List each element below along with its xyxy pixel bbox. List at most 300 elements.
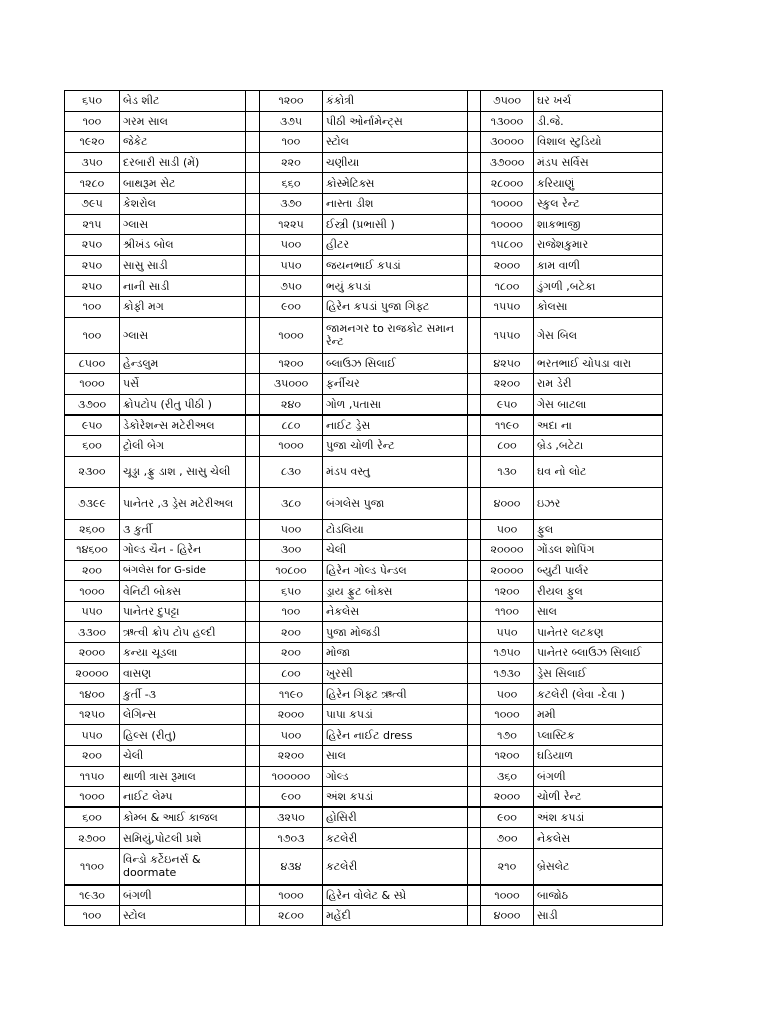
amount-cell: ૬૦૦	[65, 807, 120, 828]
item-cell: અદા ના	[534, 415, 663, 436]
table-row	[65, 828, 663, 849]
item-cell: કેશરોલ	[120, 193, 246, 214]
amount-cell: ૬૦૦	[65, 435, 120, 456]
amount-cell: ૨૦૦	[65, 560, 120, 581]
item-cell: સાલ	[323, 746, 468, 767]
table-row	[65, 601, 663, 622]
item-cell: મંડપ વસ્તુ	[323, 456, 468, 487]
table-row	[65, 394, 663, 415]
column-gap	[468, 828, 475, 849]
column-gap	[468, 487, 475, 519]
column-gap	[468, 704, 475, 725]
amount-cell: ૧૧૦૦	[65, 849, 120, 885]
amount-cell: ૩૫૦	[65, 152, 120, 173]
table-row	[65, 152, 663, 173]
item-cell: નેકલેસ	[534, 828, 663, 849]
item-cell: સ્ટોલ	[120, 905, 246, 926]
item-cell: થાળી ત્રાસ રૂમાલ	[120, 766, 246, 787]
column-gap	[468, 787, 475, 808]
column-gap	[468, 415, 475, 436]
amount-cell: ૧૫૮૦૦	[481, 235, 534, 256]
amount-cell: ૧૦૦૦	[481, 885, 534, 906]
column-gap	[468, 746, 475, 767]
item-cell: કન્યા ચૂડલા	[120, 643, 246, 664]
amount-cell: ૨૫૦	[65, 235, 120, 256]
item-cell: સાસુ સાડી	[120, 255, 246, 276]
column-gap	[468, 540, 475, 561]
table-row	[65, 456, 663, 487]
item-cell: મહેંદી	[323, 905, 468, 926]
amount-cell: ૧૯૩૦	[65, 885, 120, 906]
table-row	[65, 374, 663, 395]
column-gap	[468, 560, 475, 581]
column-gap	[468, 91, 475, 112]
table-row	[65, 885, 663, 906]
item-cell: કોફી મગ	[120, 296, 246, 317]
table-row	[65, 487, 663, 519]
column-gap	[246, 581, 254, 602]
table-row	[65, 353, 663, 374]
amount-cell: ૧૮૦૦	[481, 276, 534, 297]
amount-cell: ૩૭૦	[260, 193, 323, 214]
amount-cell: ૫૫૦	[260, 255, 323, 276]
amount-cell: ૧૦૦૦	[65, 787, 120, 808]
item-cell: હોસિરી	[323, 807, 468, 828]
item-cell: ડ્રેસ સિલાઈ	[534, 663, 663, 684]
column-gap	[246, 111, 254, 132]
item-cell: ઘવ નો લોટ	[534, 456, 663, 487]
column-gap	[246, 374, 254, 395]
column-gap	[246, 746, 254, 767]
column-gap	[246, 456, 254, 487]
item-cell: ભરતભાઈ ચોપડા વારા	[534, 353, 663, 374]
amount-cell: ૧૦૦૦	[481, 704, 534, 725]
column-gap	[468, 296, 475, 317]
amount-cell: ૧૦૦	[65, 111, 120, 132]
amount-cell: ૧૦૦૦૦	[481, 193, 534, 214]
column-gap	[468, 394, 475, 415]
item-cell: ઘડિયાળ	[534, 746, 663, 767]
amount-cell: ૧૯૨૦	[65, 132, 120, 153]
amount-cell: ૩૦૦	[260, 540, 323, 561]
amount-cell: ૧૨૦૦	[260, 91, 323, 112]
amount-cell: ૪૦૦૦	[481, 905, 534, 926]
column-gap	[246, 725, 254, 746]
table-row	[65, 173, 663, 194]
amount-cell: ૧૧૯૦	[481, 415, 534, 436]
amount-cell: ૨૬૦૦	[65, 519, 120, 540]
column-gap	[246, 905, 254, 926]
column-gap	[468, 581, 475, 602]
item-cell: પાનેતર લટકણ	[534, 622, 663, 643]
amount-cell: ૧૦૦	[65, 317, 120, 353]
item-cell: સ્ટોલ	[323, 132, 468, 153]
column-gap	[468, 353, 475, 374]
item-cell: પુજા ચોળી રેન્ટ	[323, 435, 468, 456]
column-gap	[468, 255, 475, 276]
amount-cell: ૩૭૦૦	[65, 394, 120, 415]
amount-cell: ૨૭૦૦	[65, 828, 120, 849]
expense-table	[64, 90, 663, 926]
amount-cell: ૩૫૦૦૦	[260, 374, 323, 395]
amount-cell: ૧૦૦	[260, 601, 323, 622]
item-cell: ઋત્વી ક્રોપ ટોપ હલ્દી	[120, 622, 246, 643]
amount-cell: ૨૦૦૦૦	[65, 663, 120, 684]
amount-cell: ૨૫૦	[65, 255, 120, 276]
column-gap	[468, 519, 475, 540]
item-cell: બંગલેસ પુજા	[323, 487, 468, 519]
column-gap	[468, 684, 475, 705]
item-cell: ચોળી રેન્ટ	[534, 787, 663, 808]
amount-cell: ૨૦૦૦૦	[481, 560, 534, 581]
amount-cell: ૪૩૪	[260, 849, 323, 885]
table-row	[65, 519, 663, 540]
item-cell: બેડ શીટ	[120, 91, 246, 112]
column-gap	[246, 540, 254, 561]
item-cell: કરિયાણું	[534, 173, 663, 194]
item-cell: ગોલ્ડ	[323, 766, 468, 787]
item-cell: રીયલ ફુલ	[534, 581, 663, 602]
amount-cell: ૫૫૦	[65, 601, 120, 622]
amount-cell: ૫૦૦	[260, 235, 323, 256]
table-row	[65, 581, 663, 602]
item-cell: કટલેરી	[323, 849, 468, 885]
amount-cell: ૯૫૦	[65, 415, 120, 436]
column-gap	[246, 255, 254, 276]
amount-cell: ૧૭૫૦	[481, 643, 534, 664]
item-cell: ગરમ સાલ	[120, 111, 246, 132]
item-cell: હિરેન વોલેટ & સ્પ્રે	[323, 885, 468, 906]
amount-cell: ૯૦૦	[260, 296, 323, 317]
amount-cell: ૧૫૫૦	[481, 296, 534, 317]
column-gap	[246, 152, 254, 173]
column-gap	[468, 766, 475, 787]
table-row	[65, 235, 663, 256]
amount-cell: ૩૭૦૦૦	[481, 152, 534, 173]
column-gap	[246, 91, 254, 112]
table-row	[65, 787, 663, 808]
column-gap	[246, 828, 254, 849]
item-cell: વેનિટી બોક્સ	[120, 581, 246, 602]
item-cell: પર્સે	[120, 374, 246, 395]
column-gap	[246, 353, 254, 374]
item-cell: કટલેરી	[323, 828, 468, 849]
item-cell: ડેકોરેશન્સ મટેરીઅલ	[120, 415, 246, 436]
column-gap	[468, 663, 475, 684]
amount-cell: ૮૦૦	[260, 663, 323, 684]
table-row	[65, 905, 663, 926]
amount-cell: ૧૦૦૦	[65, 374, 120, 395]
amount-cell: ૧૨૨૫	[260, 214, 323, 235]
table-row	[65, 725, 663, 746]
table-row	[65, 255, 663, 276]
column-gap	[246, 601, 254, 622]
column-gap	[246, 560, 254, 581]
column-gap	[468, 152, 475, 173]
column-gap	[468, 601, 475, 622]
amount-cell: ૩૬૦	[481, 766, 534, 787]
table-row	[65, 766, 663, 787]
table-row	[65, 276, 663, 297]
amount-cell: ૨૦૦૦	[65, 643, 120, 664]
amount-cell: ૧૧૦૦	[481, 601, 534, 622]
column-gap	[468, 276, 475, 297]
table-row	[65, 111, 663, 132]
table-row	[65, 415, 663, 436]
column-gap	[246, 849, 254, 885]
table-row	[65, 622, 663, 643]
column-gap	[246, 317, 254, 353]
column-gap	[468, 435, 475, 456]
amount-cell: ૫૦૦	[260, 725, 323, 746]
column-gap	[246, 394, 254, 415]
item-cell: નાઈટ લેમ્પ	[120, 787, 246, 808]
item-cell: હિલ્સ (રીતુ)	[120, 725, 246, 746]
item-cell: પાપા કપડાં	[323, 704, 468, 725]
item-cell: બ્લાઉઝ સિલાઈ	[323, 353, 468, 374]
column-gap	[246, 415, 254, 436]
column-gap	[246, 487, 254, 519]
item-cell: ઘર ખર્ચ	[534, 91, 663, 112]
column-gap	[246, 519, 254, 540]
item-cell: હિરેન ગિફ્ટ ઋત્વી	[323, 684, 468, 705]
item-cell: લેગિન્સ	[120, 704, 246, 725]
item-cell: કુર્તી -૩	[120, 684, 246, 705]
column-gap	[246, 435, 254, 456]
amount-cell: ૧૨૮૦	[65, 173, 120, 194]
table-row	[65, 663, 663, 684]
item-cell: ગોંડલ શોપિંગ	[534, 540, 663, 561]
item-cell: ક્રોપટોપ (રીતુ પીઠી )	[120, 394, 246, 415]
item-cell: દરબારી સાડી (મેં)	[120, 152, 246, 173]
item-cell: પાનેતર બ્લાઉઝ સિલાઈ	[534, 643, 663, 664]
amount-cell: ૧૭૦	[481, 725, 534, 746]
amount-cell: ૨૦૦૦	[260, 704, 323, 725]
amount-cell: ૩૦૦૦૦	[481, 132, 534, 153]
amount-cell: ૭૩૯૯	[65, 487, 120, 519]
item-cell: ગેસ બિલ	[534, 317, 663, 353]
column-gap	[468, 317, 475, 353]
item-cell: જયનભાઈ કપડાં	[323, 255, 468, 276]
column-gap	[468, 807, 475, 828]
item-cell: નાઈટ ડ્રેસ	[323, 415, 468, 436]
amount-cell: ૧૦૦૦	[260, 885, 323, 906]
item-cell: બ્રેસલેટ	[534, 849, 663, 885]
column-gap	[468, 622, 475, 643]
item-cell: ડ્રાય ફ્રુટ બોક્સ	[323, 581, 468, 602]
amount-cell: ૫૫૦	[481, 622, 534, 643]
amount-cell: ૪૨૫૦	[481, 353, 534, 374]
column-gap	[468, 173, 475, 194]
item-cell: ઈસ્ત્રી (પ્રભાસી )	[323, 214, 468, 235]
item-cell: સાડી	[534, 905, 663, 926]
amount-cell: ૧૦૦૦	[260, 317, 323, 353]
item-cell: હેન્ડલુમ	[120, 353, 246, 374]
item-cell: વાસણ	[120, 663, 246, 684]
item-cell: ગ્લાસ	[120, 317, 246, 353]
column-gap	[246, 235, 254, 256]
item-cell: હિરેન ગોલ્ડ પેન્ડલ	[323, 560, 468, 581]
item-cell: પીઠી ઓર્નામેન્ટ્સ	[323, 111, 468, 132]
column-gap	[468, 111, 475, 132]
item-cell: ફુલ	[534, 519, 663, 540]
item-cell: પુજા મોજડી	[323, 622, 468, 643]
amount-cell: ૭૫૦	[260, 276, 323, 297]
column-gap	[468, 456, 475, 487]
amount-cell: ૫૦૦	[481, 684, 534, 705]
item-cell: સમિયું,પોટલી પ્રશે	[120, 828, 246, 849]
item-cell: ચેલી	[120, 746, 246, 767]
item-cell: વિન્ડો કર્ટેઇનર્સ & doormate	[120, 849, 246, 885]
amount-cell: ૧૦૦૦	[260, 435, 323, 456]
item-cell: ચૂડ્ડા ,ફ્રુ ડાશ , સાસુ ચેલી	[120, 456, 246, 487]
amount-cell: ૧૨૦૦	[260, 353, 323, 374]
item-cell: બંગળી	[534, 766, 663, 787]
item-cell: પ્લાસ્ટિક	[534, 725, 663, 746]
amount-cell: ૭૯૫	[65, 193, 120, 214]
table-row	[65, 684, 663, 705]
amount-cell: ૨૫૦	[65, 276, 120, 297]
amount-cell: ૮૦૦	[481, 435, 534, 456]
amount-cell: ૧૦૦	[65, 296, 120, 317]
item-cell: બ્યુટી પાર્લર	[534, 560, 663, 581]
amount-cell: ૧૦૦	[65, 905, 120, 926]
column-gap	[246, 193, 254, 214]
column-gap	[468, 374, 475, 395]
column-gap	[246, 214, 254, 235]
amount-cell: ૨૧૦	[481, 849, 534, 885]
amount-cell: ૮૫૦૦	[65, 353, 120, 374]
column-gap	[246, 622, 254, 643]
amount-cell: ૩૩૦૦	[65, 622, 120, 643]
amount-cell: ૩૮૦	[260, 487, 323, 519]
table-row	[65, 435, 663, 456]
item-cell: ઇઝર	[534, 487, 663, 519]
item-cell: પાનેતર ,૩ ડ્રેસ મટેરીઅલ	[120, 487, 246, 519]
item-cell: કંકોત્રી	[323, 91, 468, 112]
amount-cell: ૬૫૦	[65, 91, 120, 112]
item-cell: અંશ કપડાં	[323, 787, 468, 808]
amount-cell: ૧૨૦૦	[481, 581, 534, 602]
item-cell: ડી.જે.	[534, 111, 663, 132]
amount-cell: ૨૮૦૦૦	[481, 173, 534, 194]
table-row	[65, 193, 663, 214]
item-cell: નેકલેસ	[323, 601, 468, 622]
table-row	[65, 317, 663, 353]
column-gap	[468, 193, 475, 214]
item-cell: ચેલી	[323, 540, 468, 561]
column-gap	[468, 214, 475, 235]
table-row	[65, 214, 663, 235]
item-cell: શ્રીખંડ બોલ	[120, 235, 246, 256]
column-gap	[468, 849, 475, 885]
item-cell: ગોળ ,પતાસા	[323, 394, 468, 415]
amount-cell: ૧૨૦૦	[481, 746, 534, 767]
amount-cell: ૫૦૦	[260, 519, 323, 540]
amount-cell: ૧૦૦	[260, 132, 323, 153]
item-cell: મોજા	[323, 643, 468, 664]
item-cell: હિરેન નાઈટ dress	[323, 725, 468, 746]
amount-cell: ૯૦૦	[260, 787, 323, 808]
item-cell: અંશ કપડાં	[534, 807, 663, 828]
amount-cell: ૧૦૮૦૦	[260, 560, 323, 581]
amount-cell: ૨૨૦૦	[260, 746, 323, 767]
item-cell: મંડપ સર્વિસ	[534, 152, 663, 173]
item-cell: ગ્લાસ	[120, 214, 246, 235]
amount-cell: ૧૪૬૦૦	[65, 540, 120, 561]
table-row	[65, 643, 663, 664]
amount-cell: ૨૩૦૦	[65, 456, 120, 487]
amount-cell: ૫૫૦	[65, 725, 120, 746]
item-cell: ગેસ બાટલા	[534, 394, 663, 415]
column-gap	[246, 766, 254, 787]
amount-cell: ૨૮૦૦	[260, 905, 323, 926]
column-gap	[468, 235, 475, 256]
amount-cell: ૧૨૫૦	[65, 704, 120, 725]
amount-cell: ૧૩૦	[481, 456, 534, 487]
table-row	[65, 560, 663, 581]
item-cell: ખુરસી	[323, 663, 468, 684]
amount-cell: ૭૫૦૦	[481, 91, 534, 112]
column-gap	[468, 132, 475, 153]
amount-cell: ૧૦૦૦૦	[481, 214, 534, 235]
item-cell: રાજેશકુમાર	[534, 235, 663, 256]
item-cell: બંગળી	[120, 885, 246, 906]
column-gap	[246, 276, 254, 297]
column-gap	[246, 885, 254, 906]
amount-cell: ૨૪૦	[260, 394, 323, 415]
item-cell: બંગલેસ for G-side	[120, 560, 246, 581]
item-cell: રામ ડેરી	[534, 374, 663, 395]
item-cell: મમી	[534, 704, 663, 725]
amount-cell: ૨૦૦	[260, 622, 323, 643]
amount-cell: ૫૦૦	[481, 519, 534, 540]
column-gap	[246, 807, 254, 828]
column-gap	[246, 132, 254, 153]
amount-cell: ૬૬૦	[260, 173, 323, 194]
table-row	[65, 704, 663, 725]
amount-cell: ૧૦૦૦	[65, 581, 120, 602]
column-gap	[468, 885, 475, 906]
item-cell: ભયું કપડાં	[323, 276, 468, 297]
item-cell: વિશાલ સ્ટુડિયો	[534, 132, 663, 153]
amount-cell: ૧૧૫૦	[65, 766, 120, 787]
amount-cell: ૯૫૦	[481, 394, 534, 415]
amount-cell: ૨૦૦૦	[481, 787, 534, 808]
amount-cell: ૧૧૯૦	[260, 684, 323, 705]
item-cell: નાની સાડી	[120, 276, 246, 297]
amount-cell: ૨૦૦૦	[481, 255, 534, 276]
amount-cell: ૧૦૦૦૦૦	[260, 766, 323, 787]
table-row	[65, 540, 663, 561]
item-cell: સ્કુલ રેન્ટ	[534, 193, 663, 214]
amount-cell: ૧૭૩૦	[481, 663, 534, 684]
item-cell: કોલસા	[534, 296, 663, 317]
amount-cell: ૩૨૫૦	[260, 807, 323, 828]
item-cell: જામનગર to રાજકોટ સમાન રેન્ટ	[323, 317, 468, 353]
column-gap	[246, 173, 254, 194]
column-gap	[468, 643, 475, 664]
amount-cell: ૩૭૫	[260, 111, 323, 132]
item-cell: ટ્રોલી બેગ	[120, 435, 246, 456]
table-row	[65, 91, 663, 112]
amount-cell: ૭૦૦	[481, 828, 534, 849]
item-cell: કોસ્મેટિક્સ	[323, 173, 468, 194]
table-row	[65, 296, 663, 317]
amount-cell: ૪૦૦૦	[481, 487, 534, 519]
item-cell: બાજોઠ	[534, 885, 663, 906]
amount-cell: ૧૪૦૦	[65, 684, 120, 705]
